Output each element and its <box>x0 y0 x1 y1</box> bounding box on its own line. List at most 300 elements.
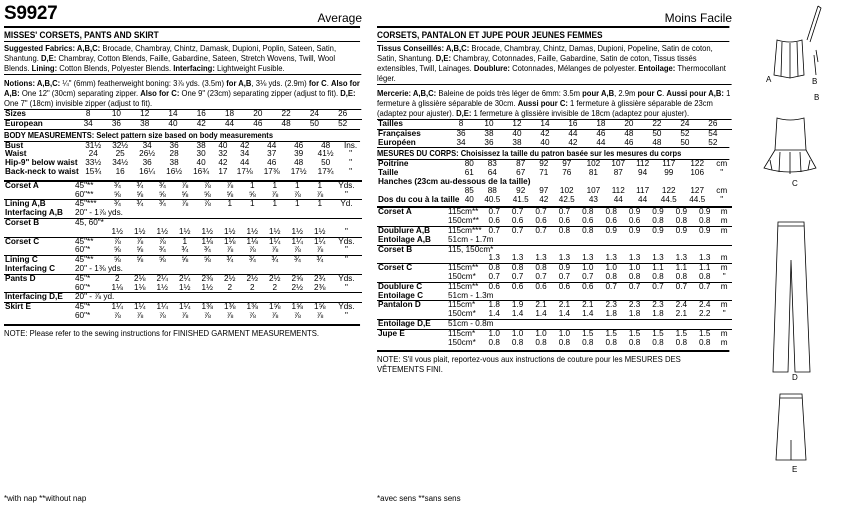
footnote-en: *with nap **without nap <box>4 494 87 503</box>
body-measurements-title: BODY MEASUREMENTS: Select pattern size based on body measurements <box>4 129 360 142</box>
cell: 48 <box>321 140 331 150</box>
cell: 1.5 <box>576 329 599 338</box>
cell: Ins. <box>343 140 358 150</box>
cell: ⅞ <box>271 189 279 199</box>
cell: 1.8 <box>605 309 617 319</box>
cell: 42 <box>218 158 228 168</box>
cell: 2.1 <box>553 301 576 310</box>
cell: m <box>720 337 728 347</box>
cell: 2.3 <box>599 301 622 310</box>
cell: 0.8 <box>488 337 500 347</box>
cell: 115cm* <box>447 301 483 310</box>
cell: " <box>722 309 726 319</box>
cell: 0.8 <box>605 337 617 347</box>
cell: 102 <box>586 159 601 169</box>
tissus-conseilles: Tissus Conseillés: A,B,C: Brocade, Chambray, Chintz, Damas, Dupioni, Popeline, Satin de coton, Satin, Shantung. D,E: Chambray, Cotonnades, Faille, Gabardine, Satin de coton, Tissus tissés extensibles, Twill, Lainages. Doublure: Cotonnades, Mélanges de polyester. Entoilage: Thermocollant léger. <box>377 42 732 85</box>
cell: 1¼ <box>106 303 129 312</box>
row-label <box>377 273 447 282</box>
cell: 1.5 <box>670 329 693 338</box>
cell: 1 <box>264 200 287 209</box>
cell: 45"* <box>74 274 106 283</box>
cell <box>357 110 362 119</box>
cell: 115cm*** <box>448 225 482 235</box>
cell: 43 <box>588 194 598 204</box>
cell: ¾ <box>158 245 166 255</box>
cell: 16 <box>115 166 125 176</box>
cell: 41½ <box>317 149 334 159</box>
cell: 1½ <box>314 226 326 236</box>
table-row <box>4 168 362 177</box>
cell: 0.9 <box>623 207 646 217</box>
cell: 0.8 <box>506 264 529 273</box>
cell: 45"** <box>74 181 106 191</box>
cell: 42 <box>531 129 559 138</box>
table-row <box>377 129 732 138</box>
table-row <box>4 110 362 119</box>
cell: 2 <box>106 274 129 283</box>
cell: 44 <box>240 158 250 168</box>
cell: 34 <box>456 137 466 147</box>
cell: 1.1 <box>693 264 716 273</box>
cell: 0.7 <box>529 207 552 217</box>
cell: 0.6 <box>605 216 617 226</box>
cell: 1½ <box>201 226 213 236</box>
cell: 0.8 <box>553 226 576 235</box>
cell: 2½ <box>291 282 303 292</box>
cell: 25 <box>115 149 125 159</box>
cell: 2.3 <box>646 301 669 310</box>
corset-a-sketch <box>774 40 804 78</box>
cell: 150cm* <box>448 309 476 319</box>
cell: ⅞ <box>158 310 166 320</box>
cell: 87 <box>516 159 526 169</box>
cell: ⅞ <box>293 245 301 255</box>
cell: 1¼ <box>309 237 332 246</box>
cell: 16½ <box>166 166 183 176</box>
cell: 50 <box>300 119 328 128</box>
cell: ⅞ <box>219 181 242 191</box>
cell: 52 <box>671 129 699 138</box>
cell: 39 <box>294 149 304 159</box>
cell: 1 <box>286 200 309 209</box>
cell: 17¾ <box>317 166 334 176</box>
cell: 1.0 <box>553 329 576 338</box>
cell: 1 <box>309 181 332 191</box>
cell: ⅞ <box>196 200 219 209</box>
cell: 1½ <box>179 282 191 292</box>
cell: 1.0 <box>623 264 646 273</box>
cell: 17½ <box>290 166 307 176</box>
cell: 0.7 <box>558 271 571 281</box>
table-row <box>377 319 732 329</box>
table-row <box>377 196 732 205</box>
cell: 0.7 <box>646 282 669 291</box>
cell: Yds. <box>331 274 362 283</box>
yardage-table <box>4 180 362 321</box>
cell: 1.0 <box>576 264 599 273</box>
table-row <box>4 228 362 237</box>
row-label: Corset B <box>4 218 74 227</box>
cell: 51cm - 1.3m <box>448 290 494 300</box>
cell: ¾ <box>286 256 309 265</box>
cell: 60"* <box>75 310 91 320</box>
row-label: Doublure C <box>377 282 447 291</box>
row-label: Pants D <box>4 274 74 283</box>
view-c-label: C <box>792 179 798 188</box>
row-label: Poitrine <box>378 159 409 169</box>
cell: 18 <box>224 109 235 118</box>
table-row <box>377 178 732 187</box>
mesures-du-corps-title: MESURES DU CORPS: Choisissez la taille du patron basée sur les mesures du corps <box>377 147 730 160</box>
cell: 1½ <box>224 226 236 236</box>
cell: 2¼ <box>151 274 174 283</box>
cell <box>727 120 732 129</box>
cell: 0.6 <box>483 282 506 291</box>
cell: 1.4 <box>535 309 547 319</box>
garment-line-drawings <box>752 0 852 509</box>
cell: 87 <box>613 168 623 178</box>
cell: ⅝ <box>136 189 144 199</box>
cell: 2.1 <box>529 301 552 310</box>
footnote-fr: *avec sens **sans sens <box>377 494 461 503</box>
cell: m <box>716 329 732 338</box>
cell: 0.7 <box>582 271 594 281</box>
cell: 0.7 <box>623 282 646 291</box>
cell: 0.7 <box>553 207 576 217</box>
cell: " <box>349 149 353 159</box>
cell: 40 <box>196 158 206 168</box>
cell: 60"* <box>75 282 91 292</box>
cell: 2 <box>249 282 255 292</box>
cell: 92 <box>539 159 549 169</box>
cell: 122 <box>690 159 705 169</box>
cell: 107 <box>611 159 626 169</box>
cell: 1.8 <box>652 309 664 319</box>
row-label <box>4 228 74 237</box>
cell: 1.3 <box>628 253 641 263</box>
cell: 0.7 <box>670 282 693 291</box>
row-label: Lining A,B <box>4 200 74 209</box>
cell: Yds. <box>331 237 362 246</box>
cell: ⅝ <box>113 189 121 199</box>
row-label: Interfacing A,B <box>5 208 63 218</box>
mesures-note: NOTE: S'il vous plait, reportez-vous aux instructions de couture pour les MESURES DES VÊTEMENTS FINI. <box>377 350 730 374</box>
cell: 150cm** <box>448 216 479 226</box>
row-label <box>4 312 74 321</box>
cell: 10 <box>111 109 121 118</box>
cell: 8 <box>458 119 464 128</box>
cell: 26 <box>338 109 348 118</box>
cell: 40 <box>218 140 228 150</box>
cell: ⅝ <box>181 189 189 199</box>
cell: 88 <box>487 185 497 195</box>
cell: 127 <box>690 185 705 195</box>
cell: 20" - ⅞ yd. <box>74 293 362 303</box>
cell: m <box>720 216 728 226</box>
cell: 0.6 <box>582 216 594 226</box>
row-label: Bust <box>5 140 24 150</box>
cell: 2.3 <box>623 301 646 310</box>
cell: ⅞ <box>248 245 256 255</box>
cell: " <box>345 189 348 199</box>
cell: 0.8 <box>628 337 641 347</box>
cell: 42.5 <box>558 194 575 204</box>
cell: 0.8 <box>558 337 571 347</box>
cell: 97 <box>562 159 572 169</box>
cell: 12 <box>512 119 522 128</box>
cell: ¾ <box>129 200 152 209</box>
cell: 0.9 <box>623 226 646 235</box>
finished-measurements-note: NOTE: Please refer to the sewing instructions for FINISHED GARMENT MEASUREMENTS. <box>4 324 360 338</box>
cell: 52 <box>708 137 718 147</box>
cell: 44 <box>638 194 648 204</box>
table-row <box>4 119 362 128</box>
cell: 0.6 <box>511 216 524 226</box>
row-label: Tailles <box>378 119 403 128</box>
cell: 1⅛ <box>241 237 264 246</box>
cell: ¾ <box>264 256 287 265</box>
cell: 1⅜ <box>241 303 264 312</box>
cell: 0.7 <box>506 207 529 217</box>
view-b-label-2: B <box>814 93 820 102</box>
cell: " <box>331 256 362 265</box>
cell: ⅞ <box>316 245 324 255</box>
cell: 0.7 <box>488 271 500 281</box>
cell: 1⅝ <box>264 303 287 312</box>
cell: 1¼ <box>264 237 287 246</box>
cell: 40 <box>159 119 187 128</box>
cell: 44 <box>596 137 606 147</box>
cell: ⅞ <box>106 237 129 246</box>
cell: 2.2 <box>699 309 711 319</box>
cell: 30 <box>196 149 206 159</box>
cell: 0.7 <box>535 271 547 281</box>
cell: ⅞ <box>203 310 211 320</box>
row-label: Hanches (23cm au-dessous de la taille) <box>378 176 531 186</box>
table-row <box>4 142 362 151</box>
cell: 1¼ <box>151 303 174 312</box>
cell: 0.9 <box>646 226 669 235</box>
cell: 2½ <box>241 274 264 283</box>
notions: Notions: A,B,C: ¼" (6mm) featherweight boning: 3⅞ yds. (3.5m) for A,B, 3⅛ yds. (2.9m) for C. Also for A,B: One 12" (30cm) separating zipper. Also for C: One 9" (23cm) separating zipper (adjust to fit). D,E: One 7" (18cm) invisible zipper (adjust to fit). <box>4 78 360 108</box>
cell: 0.7 <box>529 226 552 235</box>
cell: 60"* <box>75 245 91 255</box>
cell: m <box>716 207 732 217</box>
cell: ⅞ <box>226 245 234 255</box>
cell: 50 <box>643 129 671 138</box>
cell: 1.8 <box>483 301 506 310</box>
cell: 18 <box>596 119 606 128</box>
row-label: Entoilage C <box>378 290 424 300</box>
cell: 48 <box>652 137 662 147</box>
cell: 44 <box>267 140 277 150</box>
cell: 0.9 <box>670 226 693 235</box>
cell: 1.0 <box>506 329 529 338</box>
cell: 33½ <box>85 158 102 168</box>
table-row <box>377 236 732 245</box>
corset-c-sketch <box>775 118 806 150</box>
cell: 37 <box>267 149 277 159</box>
cell: ⅞ <box>174 200 197 209</box>
cell: 60"** <box>75 189 94 199</box>
cell: ⅞ <box>226 310 234 320</box>
row-label: Françaises <box>377 129 447 138</box>
cell: 34 <box>240 149 250 159</box>
cell: ¾ <box>151 200 174 209</box>
cell: 1.3 <box>652 253 664 263</box>
cell: 17⅜ <box>263 166 280 176</box>
cell: 0.8 <box>699 216 711 226</box>
cell: 42 <box>187 119 215 128</box>
cell: ⅞ <box>293 310 301 320</box>
cell: ⅞ <box>316 310 324 320</box>
cell: ⅞ <box>174 181 197 191</box>
cell: 94 <box>638 168 648 178</box>
cell: 1.5 <box>646 329 669 338</box>
table-row <box>377 139 732 148</box>
cell: 0.6 <box>529 282 552 291</box>
row-label: Lining C <box>4 256 74 265</box>
cell: 150cm* <box>448 337 476 347</box>
cell: 44.5 <box>660 194 677 204</box>
cell: 1 <box>264 181 287 191</box>
cell: ⅞ <box>271 245 279 255</box>
cell: 0.9 <box>670 207 693 217</box>
cell: 0.8 <box>529 264 552 273</box>
cell: 0.8 <box>582 337 594 347</box>
cell: 115cm* <box>447 329 483 338</box>
cell: ⅝ <box>174 256 197 265</box>
cell: 12 <box>140 109 150 118</box>
cell: m <box>720 253 728 263</box>
cell: 115cm** <box>447 282 483 291</box>
cell: 1.3 <box>535 253 547 263</box>
cell: ⅝ <box>248 189 256 199</box>
cell: 48 <box>615 129 643 138</box>
cell: " <box>345 226 348 236</box>
cell: Yd. <box>331 200 362 209</box>
table-row <box>377 120 732 129</box>
cell: 0.7 <box>511 271 524 281</box>
cell: ¾ <box>181 245 189 255</box>
cell: 1 <box>241 181 264 191</box>
cell: 16 <box>196 109 206 118</box>
cell: ⅞ <box>151 237 174 246</box>
cell: 1½ <box>201 282 213 292</box>
cell: 0.9 <box>693 226 716 235</box>
cell: 54 <box>699 129 727 138</box>
cell: 40.5 <box>484 194 501 204</box>
cell <box>727 139 732 148</box>
cell: 0.8 <box>576 226 599 235</box>
cell: 1⅜ <box>196 303 219 312</box>
cell: 0.7 <box>483 226 506 235</box>
cell: 1.4 <box>511 309 524 319</box>
cell: 1½ <box>134 226 146 236</box>
cell: " <box>345 282 348 292</box>
sizes-table <box>4 110 362 129</box>
cell: 24 <box>680 119 690 128</box>
cell: 52 <box>329 119 357 128</box>
cell: ⅞ <box>181 310 189 320</box>
cell: 15¾ <box>85 166 102 176</box>
cell: 0.7 <box>506 226 529 235</box>
cell: 102 <box>559 185 574 195</box>
cell: 38 <box>169 158 179 168</box>
strap-b-sketch <box>807 6 821 42</box>
cell: 48 <box>294 158 304 168</box>
cell: 1½ <box>156 226 168 236</box>
cell: ⅞ <box>113 310 121 320</box>
cell: 1½ <box>246 226 258 236</box>
cell: 51cm - 0.8m <box>447 319 732 329</box>
cell: ⅞ <box>136 310 144 320</box>
cell: ⅞ <box>129 237 152 246</box>
cell: 14 <box>540 119 550 128</box>
cell: 2.1 <box>576 301 599 310</box>
row-label: Corset C <box>377 264 447 273</box>
cell: 2¾ <box>309 274 332 283</box>
cell: 1.3 <box>511 253 524 263</box>
cell: 0.8 <box>628 271 641 281</box>
cell: 1⅛ <box>219 237 242 246</box>
cell: 2.4 <box>670 301 693 310</box>
cell: 0.8 <box>675 271 688 281</box>
cell: 97 <box>539 185 549 195</box>
cell: 17⅛ <box>236 166 253 176</box>
cell: 42 <box>568 137 578 147</box>
cell: 0.8 <box>483 264 506 273</box>
cell: 1 <box>286 181 309 191</box>
cell: 0.8 <box>699 271 711 281</box>
cell: 42 <box>240 140 250 150</box>
cell: 1⅝ <box>286 303 309 312</box>
cell: " <box>349 158 353 168</box>
cell: 0.6 <box>488 216 500 226</box>
mercerie: Mercerie: A,B,C: Baleine de poids très léger de 6mm: 3.5m pour A,B, 2.9m pour C. Aussi pour A,B: 1 fermeture à glissière séparable de 30cm. Aussi pour C: 1 fermeture à glissière séparable de 23cm (adaptez pour ajuster). D,E: 1 fermeture à glissière invisible de 18cm (adaptez pour ajuster). <box>377 88 731 118</box>
cell: 17 <box>218 166 228 176</box>
row-label: Jupe E <box>377 329 447 338</box>
cell: 50 <box>321 158 331 168</box>
cell: 2.4 <box>693 301 716 310</box>
cell: 22 <box>652 119 662 128</box>
cell: 32½ <box>112 140 129 150</box>
cell: ⅞ <box>196 181 219 191</box>
cell: 1½ <box>179 226 191 236</box>
row-label: Entoilage A,B <box>378 234 431 244</box>
cell: 0.8 <box>652 216 664 226</box>
cell: ⅞ <box>316 189 324 199</box>
cell: 1½ <box>269 226 281 236</box>
cell: 1⅛ <box>134 282 146 292</box>
view-sketches <box>752 0 852 509</box>
cell: 42 <box>539 194 549 204</box>
cell: 0.7 <box>693 282 716 291</box>
cell: m <box>716 264 732 273</box>
cell: 46 <box>244 119 272 128</box>
cell: 38 <box>196 140 206 150</box>
cell: 41.5 <box>512 194 529 204</box>
cell: 2½ <box>219 274 242 283</box>
row-label: Interfacing C <box>5 263 56 273</box>
cell: ⅝ <box>106 256 129 265</box>
cell: 1.3 <box>675 253 688 263</box>
cell: 92 <box>516 185 526 195</box>
cell: ⅞ <box>271 310 279 320</box>
cell: 64 <box>487 168 497 178</box>
cell: " <box>345 245 348 255</box>
cell: 2.1 <box>675 309 688 319</box>
